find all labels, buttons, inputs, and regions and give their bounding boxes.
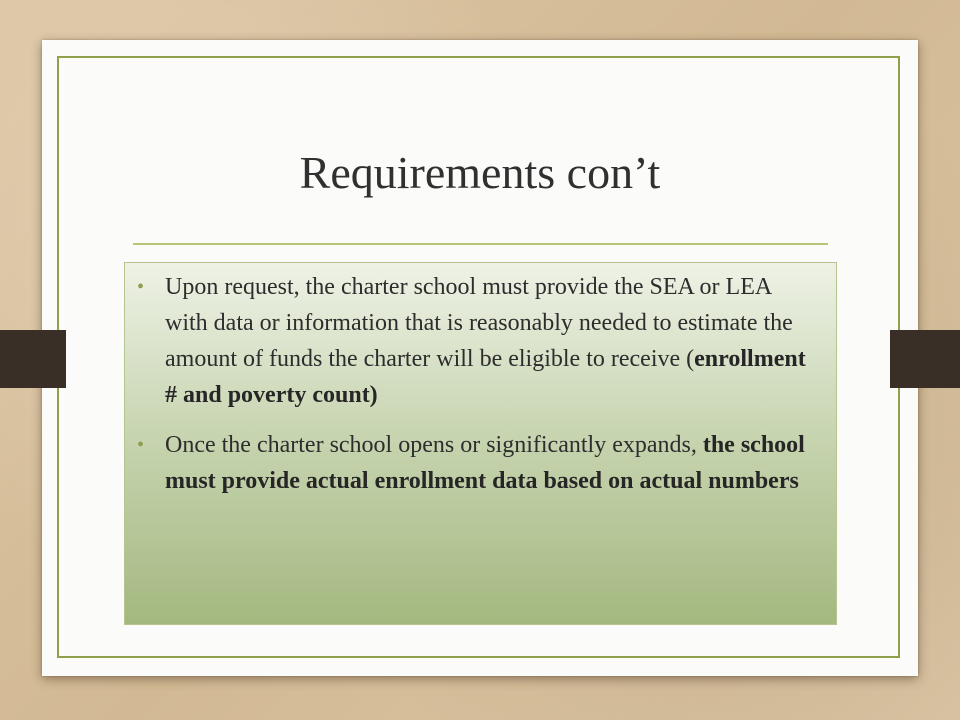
right-binder-tab [890,330,960,388]
bullet-item-2 [125,427,836,499]
bullet-dot-icon: • [137,276,145,298]
bullet-item-1 [125,269,836,413]
bullet-dot-icon: • [137,434,145,456]
bullet-list [125,263,836,499]
bullet-2-bold-text: the school must provide actual enrollment data based on actual numbers [165,432,805,494]
bullet-1-bold-text: enrollment # and poverty count) [165,346,806,408]
title-divider [133,243,828,245]
bullet-1-text: Upon request, the charter school must provide the SEA or LEA with data or information that is reasonably needed to estimate the amount of funds the charter will be eligible to receive ( [165,274,793,372]
slide-title: Requirements con’t [299,147,661,198]
bullet-2-text: Once the charter school opens or significantly expands, [165,432,703,458]
left-binder-tab [0,330,66,388]
content-box [124,262,837,625]
